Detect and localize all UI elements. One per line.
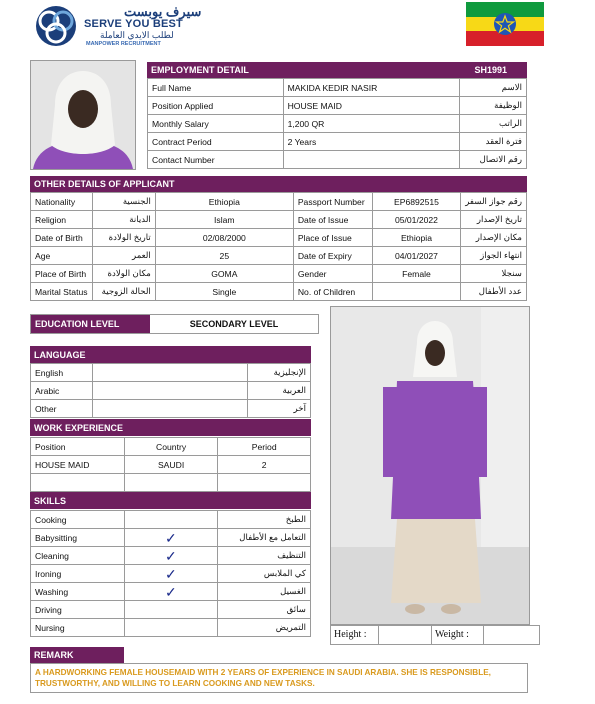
- detail-label: Passport Number: [293, 193, 372, 211]
- skill-name: Nursing: [31, 619, 125, 637]
- skills-title: SKILLS: [34, 495, 67, 506]
- detail-arabic-label: رقم جواز السفر: [461, 193, 527, 211]
- employment-row-arabic-label: الراتب: [460, 115, 527, 133]
- detail-arabic-label: مكان الولادة: [92, 265, 155, 283]
- employment-row: [148, 151, 527, 169]
- detail-label: Age: [31, 247, 93, 265]
- detail-value: EP6892515: [372, 193, 460, 211]
- work-experience-title: WORK EXPERIENCE: [34, 422, 124, 433]
- work-experience-header-row: [31, 438, 311, 456]
- employment-row-value: 1,200 QR: [283, 115, 460, 133]
- work-experience-header: [30, 419, 311, 436]
- applicant-code: SH1991: [474, 65, 507, 75]
- skills-header: [30, 492, 311, 509]
- language-row: [31, 382, 311, 400]
- other-details-row: [31, 193, 527, 211]
- detail-arabic-label: سنجلا: [461, 265, 527, 283]
- education-value: SECONDARY LEVEL: [189, 319, 279, 329]
- employment-row-label: Contract Period: [148, 133, 284, 151]
- detail-label: Religion: [31, 211, 93, 229]
- measurements-row: [330, 625, 540, 645]
- detail-label: Date of Issue: [293, 211, 372, 229]
- skill-arabic-name: الطبخ: [218, 511, 311, 529]
- weight-value: [484, 626, 539, 644]
- work-column-header: Position: [31, 438, 125, 456]
- language-name: Other: [31, 400, 93, 418]
- employment-detail-header: [147, 62, 527, 78]
- employment-row-value: HOUSE MAID: [283, 97, 460, 115]
- work-cell: 2: [218, 456, 311, 474]
- employment-row-value: [283, 151, 460, 169]
- skill-arabic-name: سائق: [218, 601, 311, 619]
- height-label: Height :: [331, 626, 379, 644]
- skill-name: Babysitting: [31, 529, 125, 547]
- skill-row: [31, 511, 311, 529]
- work-cell: [124, 474, 218, 492]
- other-details-row: [31, 211, 527, 229]
- employment-row-arabic-label: رقم الاتصال: [460, 151, 527, 169]
- language-table: [30, 363, 311, 418]
- skill-check-cell: [124, 601, 217, 619]
- employment-row-value: 2 Years: [283, 133, 460, 151]
- detail-value: GOMA: [155, 265, 293, 283]
- work-column-header: Country: [124, 438, 218, 456]
- detail-arabic-label: الجنسية: [92, 193, 155, 211]
- detail-label: Gender: [293, 265, 372, 283]
- work-experience-row: [31, 474, 311, 492]
- work-experience-row: [31, 456, 311, 474]
- remark-title: REMARK: [34, 650, 74, 660]
- work-column-header: Period: [218, 438, 311, 456]
- detail-value: Ethiopia: [372, 229, 460, 247]
- detail-value: 05/01/2022: [372, 211, 460, 229]
- employment-row-arabic-label: الاسم: [460, 79, 527, 97]
- other-details-row: [31, 265, 527, 283]
- employment-row-arabic-label: الوظيفة: [460, 97, 527, 115]
- detail-value: Ethiopia: [155, 193, 293, 211]
- skill-arabic-name: الغسيل: [218, 583, 311, 601]
- brand-arabic-tagline: لطلب الايدي العاملة: [100, 30, 174, 40]
- detail-arabic-label: تاريخ الإصدار: [461, 211, 527, 229]
- detail-value: Single: [155, 283, 293, 301]
- detail-label: No. of Children: [293, 283, 372, 301]
- skill-check-cell: [124, 511, 217, 529]
- language-name: Arabic: [31, 382, 93, 400]
- skill-checkmark-icon: ✓: [124, 583, 217, 601]
- brand-name: SERVE YOU BEST: [84, 18, 183, 30]
- language-row: [31, 364, 311, 382]
- employment-row-label: Full Name: [148, 79, 284, 97]
- employment-detail-table: [147, 78, 527, 169]
- detail-arabic-label: عدد الأطفال: [461, 283, 527, 301]
- employment-row-label: Position Applied: [148, 97, 284, 115]
- language-name: English: [31, 364, 93, 382]
- skill-checkmark-icon: ✓: [124, 565, 217, 583]
- employment-row: [148, 115, 527, 133]
- detail-arabic-label: العمر: [92, 247, 155, 265]
- skill-arabic-name: التنظيف: [218, 547, 311, 565]
- education-row: [30, 314, 319, 334]
- detail-arabic-label: انتهاء الجواز: [461, 247, 527, 265]
- employment-detail-title: EMPLOYMENT DETAIL: [151, 65, 249, 75]
- skill-name: Cooking: [31, 511, 125, 529]
- detail-arabic-label: الديانة: [92, 211, 155, 229]
- brand-arabic-name: سيرف يوبست: [124, 4, 202, 19]
- employment-row: [148, 97, 527, 115]
- employment-row-label: Monthly Salary: [148, 115, 284, 133]
- skill-checkmark-icon: ✓: [124, 547, 217, 565]
- work-cell: SAUDI: [124, 456, 218, 474]
- detail-label: Nationality: [31, 193, 93, 211]
- height-value: [379, 626, 432, 644]
- skill-arabic-name: التمريض: [218, 619, 311, 637]
- detail-arabic-label: مكان الإصدار: [461, 229, 527, 247]
- language-row: [31, 400, 311, 418]
- detail-value: 02/08/2000: [155, 229, 293, 247]
- detail-label: Date of Birth: [31, 229, 93, 247]
- detail-value: [372, 283, 460, 301]
- detail-value: Islam: [155, 211, 293, 229]
- detail-label: Place of Birth: [31, 265, 93, 283]
- skill-arabic-name: كي الملابس: [218, 565, 311, 583]
- language-arabic-name: آخر: [248, 400, 311, 418]
- applicant-full-body-photo: [330, 306, 530, 625]
- work-experience-table: [30, 437, 311, 492]
- skill-row: [31, 529, 311, 547]
- weight-label: Weight :: [432, 626, 484, 644]
- skill-name: Ironing: [31, 565, 125, 583]
- work-cell: [31, 474, 125, 492]
- language-level: [92, 364, 247, 382]
- detail-value: 04/01/2027: [372, 247, 460, 265]
- language-level: [92, 382, 247, 400]
- skill-row: [31, 547, 311, 565]
- skills-table: [30, 510, 311, 637]
- other-details-row: [31, 247, 527, 265]
- language-arabic-name: الإنجليزية: [248, 364, 311, 382]
- other-details-row: [31, 283, 527, 301]
- remark-header: [30, 647, 124, 663]
- work-cell: HOUSE MAID: [31, 456, 125, 474]
- language-header: [30, 346, 311, 363]
- skill-check-cell: [124, 619, 217, 637]
- applicant-headshot-photo: [30, 60, 136, 170]
- language-title: LANGUAGE: [34, 349, 86, 360]
- other-details-header: [30, 176, 527, 192]
- skill-name: Cleaning: [31, 547, 125, 565]
- employment-row: [148, 79, 527, 97]
- serve-you-best-logo-icon: [32, 4, 80, 48]
- skill-row: [31, 565, 311, 583]
- detail-arabic-label: تاريخ الولادة: [92, 229, 155, 247]
- brand-logo: [32, 4, 202, 50]
- work-cell: [218, 474, 311, 492]
- employment-row-label: Contact Number: [148, 151, 284, 169]
- skill-row: [31, 583, 311, 601]
- other-details-row: [31, 229, 527, 247]
- other-details-table: [30, 192, 527, 301]
- employment-row-value: MAKIDA KEDIR NASIR: [283, 79, 460, 97]
- brand-tagline: MANPOWER RECRUITMENT: [86, 41, 161, 47]
- language-arabic-name: العربية: [248, 382, 311, 400]
- detail-label: Place of Issue: [293, 229, 372, 247]
- remark-text: A HARDWORKING FEMALE HOUSEMAID WITH 2 YEARS OF EXPERIENCE IN SAUDI ARABIA. SHE IS RESPONSIBLE, TRUSTWORTHY, AND WILLING TO LEARN COOKING AND NEW TASKS.: [35, 668, 491, 688]
- skill-row: [31, 619, 311, 637]
- skill-arabic-name: التعامل مع الأطفال: [218, 529, 311, 547]
- detail-value: 25: [155, 247, 293, 265]
- skill-name: Washing: [31, 583, 125, 601]
- employment-row: [148, 133, 527, 151]
- education-label: EDUCATION LEVEL: [31, 315, 150, 333]
- skill-row: [31, 601, 311, 619]
- detail-label: Date of Expiry: [293, 247, 372, 265]
- detail-label: Marital Status: [31, 283, 93, 301]
- skill-name: Driving: [31, 601, 125, 619]
- detail-value: Female: [372, 265, 460, 283]
- language-level: [92, 400, 247, 418]
- remark-box: [30, 663, 528, 693]
- employment-row-arabic-label: فترة العقد: [460, 133, 527, 151]
- other-details-title: OTHER DETAILS OF APPLICANT: [34, 179, 175, 189]
- detail-arabic-label: الحالة الزوجية: [92, 283, 155, 301]
- ethiopia-flag-icon: [466, 2, 544, 46]
- skill-checkmark-icon: ✓: [124, 529, 217, 547]
